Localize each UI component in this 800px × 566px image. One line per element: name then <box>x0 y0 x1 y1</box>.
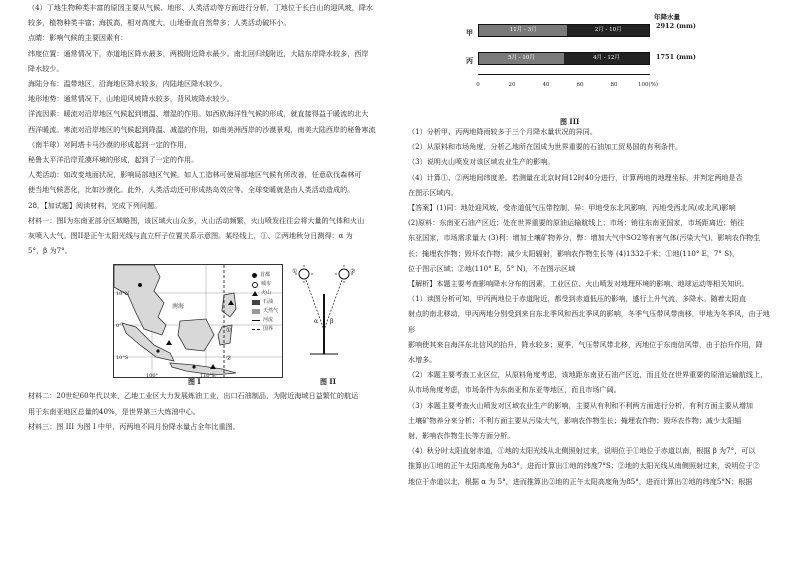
analysis-block <box>408 276 774 489</box>
annual-rainfall-value <box>656 53 696 61</box>
paragraph-line: 西洋暖流。寒流对沿岸地区的气候起到降温、减湿的作用，如南美洲西岸的沙漠景观，南美大陆西岸的秘鲁寒流（南半球）对阿塔卡马沙漠的形成起到一定的作用， <box>28 124 376 149</box>
analysis-line: 【解析】本题主要考查影响降水分布的因素，工业区位、火山喷发对地理环境的影响、地球运动等相关知识。 <box>408 279 749 289</box>
x-axis-line <box>478 74 650 75</box>
figure-three-caption: 图 III <box>560 117 580 126</box>
category-label: 甲 <box>466 28 473 37</box>
legend-border: 国界 <box>262 326 273 333</box>
legend-gas: 天然气 <box>262 308 278 315</box>
paragraph-line: 洋流因素：暖流对沿岸地区气候起到增温、增湿的作用。如西欧海洋性气候的形成，就直接得益于暖流的北大 <box>28 109 369 119</box>
analysis-line: （1）读图分析可知，甲丙两地位于赤道附近，都受到赤道低压的影响，盛行上升气流，多降水。随着太阳直 <box>408 294 746 304</box>
question-line: 在图示区域内。 <box>408 187 458 197</box>
material-one <box>28 213 388 259</box>
question-line: （2）从原料和市场角度，分析乙地所在国成为世界重要的石油加工贸易国的有利条件。 <box>408 142 683 152</box>
left-intro-text <box>28 0 388 198</box>
material-one-line: 材料一：图I为东南亚部分区域略图，该区域火山众多，火山活动频繁，火山喷发往往会将大量的气体和火山 <box>28 215 365 225</box>
material-two-line: 用于东南亚地区总量的40%，是世界第三大炼油中心。 <box>28 406 200 416</box>
sun-pole-drawing <box>292 264 358 368</box>
material-one-line: 5°，β 为7°。 <box>28 246 72 256</box>
analysis-line: （3）本题主要考查火山喷发对区域农业生产的影响，主要从有利和不利两方面进行分析，有利方面主要从增加 <box>408 400 754 410</box>
paragraph-line: 降水较少。 <box>28 63 64 73</box>
analysis-line: （4）秋分时太阳直射赤道，①地的太阳光线从北侧照射过来，说明位于①地位于赤道以南，根据 β 为7°，可以 <box>408 446 756 456</box>
question-line: （1）分析甲、丙两地降雨较多于三个月降水量状况的异同。 <box>408 127 597 136</box>
questions-list <box>408 124 774 200</box>
legend-volcano: 火山 <box>260 290 271 297</box>
lon-label-110e: 110°E <box>200 373 216 379</box>
rainfall-amount: 2912 <box>656 22 675 30</box>
answer-line: 东亚国家，市场需求量大 (3)利：增加土壤矿物养分，弊：增加大气中SO2等有害气体(污染大气)，影响农作物生长；掩埋农作物；毁坏农作物；减少太阳辐射，影响农作物生长等 (4)1332千米；①地(110° E，7° S)， <box>408 233 761 258</box>
analysis-line: 土壤矿物养分来分析；不利方面主要从污染大气，影响农作物生长；掩埋农作物；毁坏农作物；减少太阳辐 <box>408 415 742 425</box>
rainfall-amount: 1751 <box>656 53 675 61</box>
right-column <box>408 0 774 489</box>
annual-rainfall-value <box>656 22 696 30</box>
x-tick-label: 0 <box>476 82 480 88</box>
legend-river: 河流 <box>262 317 273 324</box>
analysis-line: 射，影响农作物生长等方面分析。 <box>408 431 515 441</box>
bar-segment: 2月 - 10月 <box>567 25 649 36</box>
angle-alpha-label: α <box>314 318 319 326</box>
paragraph-line: 较多，植物种类丰富；海拔高，相对高度大，山地垂直自然带多；人类活动破坏小。 <box>28 18 291 28</box>
paragraph-line: （4）丁地生物种类丰富的原因主要从气候、地形、人类活动等方面进行分析，丁地位于长白山的迎风坡，降水 <box>28 3 374 12</box>
x-tick-label: 60 <box>576 82 584 88</box>
bar-segment: 4月 - 12月 <box>564 53 649 64</box>
stacked-bar <box>478 52 650 65</box>
figure-two-caption: 图 II <box>320 377 336 387</box>
material-two-line: 材料二：20世纪60年代以来，乙地工业区大力发展炼油工业，出口石油制品，为附近海域日益繁忙的航运 <box>28 391 359 401</box>
paragraph-line: 点睛：影响气候的主要因素有： <box>28 33 128 43</box>
paragraph-line: 使当地气候恶化，比如沙漠化。此外，人类活动还可形成热岛效应等。全球变暖就是由人类活动造成的。 <box>28 185 355 195</box>
analysis-line: 水增多。 <box>408 355 437 365</box>
lat-label-0: 0° <box>116 323 122 330</box>
question-line: （4）计算①、②两地间纬度差。若测量在北京时间12时40分进行，计算两地的地理坐标，并判定两地是否 <box>408 172 743 182</box>
paragraph-line: 纬度位置：通常情况下，赤道地区降水最多，两极附近降水最少。南北回归线附近，大陆东岸降水较多，西岸 <box>28 48 369 58</box>
answer-line: 位于图示区域；②地(110° E，5° N)，不在图示区域 <box>408 263 576 273</box>
sun-two-label: ② <box>350 268 356 276</box>
analysis-line: （2）本题主要考查工业区位，从原料角度考虑，该地距东南亚石油产区近，而且处在世界重要的原油运输航线上， <box>408 370 768 380</box>
bar-segment: 11月 - 3月 <box>479 25 567 36</box>
lon-label-100: 100° <box>146 373 159 379</box>
figures-row <box>28 262 388 386</box>
point-one-mark: ① <box>226 327 232 335</box>
legend-capital: 首都 <box>259 272 270 279</box>
rainfall-unit: (mm) <box>676 22 696 30</box>
figure-one-caption: 图 I <box>188 377 201 387</box>
map-legend <box>252 271 278 334</box>
stacked-bar <box>478 24 650 37</box>
rainfall-chart <box>408 6 774 124</box>
answer-block <box>408 200 774 276</box>
paragraph-line: 地形地势：通常情况下，山地迎风坡降水较多，背风坡降水较少。 <box>28 94 234 104</box>
left-column <box>28 0 388 434</box>
question-28-heading: 28．【加试题】阅读材料，完成下列问题。 <box>28 200 162 210</box>
answer-line: 【答案】(1)同：地处迎风坡，受赤道低气压带控制，异：甲地受东北风影响，丙地受西北风(或北风)影响 <box>408 203 736 213</box>
question-line: （3）说明火山喷发对该区域农业生产的影响。 <box>408 157 555 167</box>
x-tick-label: 80 <box>610 82 618 88</box>
analysis-line: 地位于赤道以北，根据 α 为 5°，进而推算出②地的正午太阳高度角为85°，进而计算出②地的纬度5°N；根据 <box>408 476 753 486</box>
analysis-line: 推算出①地的正午太阳高度角为83°，进而计算出①地的纬度7°S；②地的太阳光线从南侧照射过来，说明位于② <box>408 461 760 471</box>
lat-label-10n: 10°N <box>116 291 130 298</box>
chart-plot-area <box>466 18 696 88</box>
rainfall-unit: (mm) <box>676 53 696 61</box>
analysis-line: 影响使其来自海洋东北信风的抬升，降水较多；夏季，气压带风带北移，丙地位于东南信风带，由于抬升作用，降 <box>408 339 763 349</box>
chart-title: 年降水量 <box>654 13 680 21</box>
point-two-mark: ② <box>226 355 232 363</box>
southeast-asia-map <box>113 264 283 378</box>
analysis-line: 从市场角度考虑，市场条件为东南亚和东亚等地区，而且市场广阔。 <box>408 385 621 395</box>
analysis-line: 射点的南北移动，甲丙两地分别受到来自东北季风和西北季风的影响，冬季气压带风带南移，甲地为冬季风，由于地形 <box>408 309 770 334</box>
paragraph-line: 人类活动：如改变地面状况，影响局部地区气候。如人工造林可使局部地区气候有所改善，任意砍伐森林可 <box>28 170 362 180</box>
paragraph-line: 秘鲁太平洋沿岸荒漠环境的形成，起到了一定的作用。 <box>28 155 199 165</box>
paragraph-line: 海陆分布：温带地区，沿海地区降水较多，内陆地区降水较少。 <box>28 79 227 89</box>
x-tick-label: 40 <box>542 82 550 88</box>
material-one-line: 灰喷入大气。图II是正午太阳光线与直立杆子位置关系示意图。某经线上，①、②两地秋分日测得：α 为 <box>28 231 353 241</box>
material-two <box>28 388 388 418</box>
bar-segment: 5月 - 10月 <box>479 53 564 64</box>
angle-beta-label: β <box>330 318 334 326</box>
legend-city: 城市 <box>260 281 271 288</box>
category-label: 丙 <box>466 56 473 65</box>
lat-label-10s: 10°S <box>116 355 129 362</box>
sun-pole-diagram <box>292 264 358 376</box>
sea-label: 南海 <box>172 303 185 311</box>
legend-oil: 石油 <box>262 299 273 306</box>
sun-one-label: ① <box>292 268 298 276</box>
x-tick-label: 100(%) <box>637 82 659 88</box>
material-three: 材料三：图 III 为图 I 中甲、丙两地不同月份降水量占全年比重图。 <box>28 421 240 431</box>
answer-line: (2)原料：东南亚石油产区近；处在世界重要的原油运输航线上；市场：销往东南亚国家，市场距离近；销往 <box>408 218 745 228</box>
x-tick-label: 20 <box>508 82 516 88</box>
